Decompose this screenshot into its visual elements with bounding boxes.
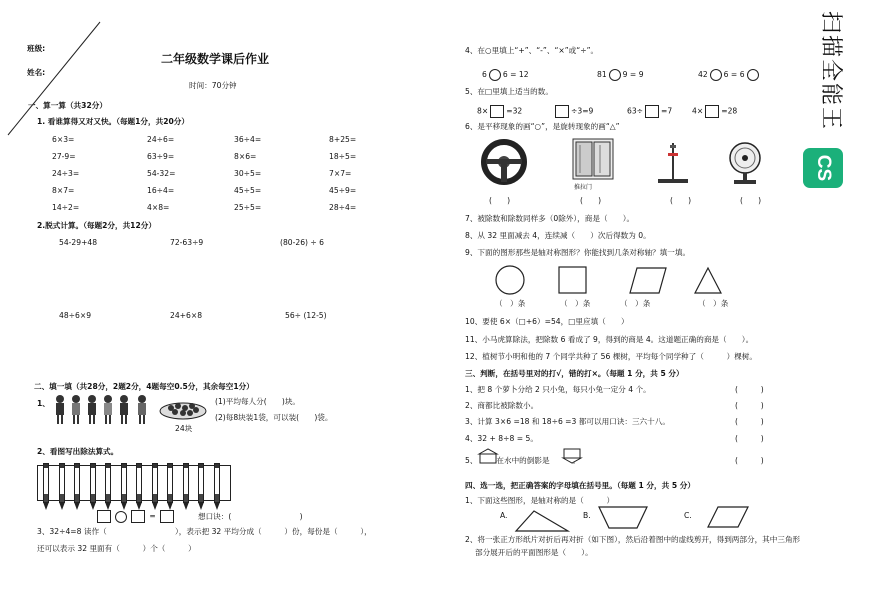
- name-label: 姓名:: [27, 68, 46, 77]
- judge-item: 2、商都比被除数小。: [465, 401, 539, 410]
- expr: 56÷ (12-5): [285, 311, 327, 320]
- operand: 9 = 9: [622, 70, 644, 79]
- calc-item: 24÷6=: [147, 135, 175, 144]
- candy-count-label: 24块: [175, 424, 193, 433]
- q3-line2: 还可以表示 32 里面有（ ）个（ ）: [37, 544, 196, 553]
- expr: 24+6×8: [170, 311, 203, 320]
- expr: 54-29+48: [59, 238, 98, 247]
- operand: 6: [482, 70, 487, 79]
- judge-item: 4、32 + 8÷8 = 5。: [465, 434, 538, 443]
- calc-item: 7×7=: [329, 169, 352, 178]
- q-number: 1、: [37, 399, 50, 408]
- pencil-icon: [74, 463, 80, 503]
- operand: 8×: [477, 106, 489, 116]
- q6-title: 6、是平移现象的画“○”，是旋转现象的画“△”: [465, 122, 620, 131]
- option-a-shape: [512, 507, 572, 533]
- q8: 8、从 32 里面减去 4，连续减（ ）次后得数为 0。: [465, 231, 651, 240]
- option-a-label: A.: [500, 511, 508, 520]
- q1-title: 1. 看谁算得又对又快。（每题1分，共20分）: [37, 117, 189, 126]
- calc-item: 45÷5=: [234, 186, 262, 195]
- q11: 11、小马虎算除法，把除数 6 看成了 9，得到的商是 4。这道题正确的商是（ ）。: [465, 335, 754, 344]
- calc-item: 30÷5=: [234, 169, 262, 178]
- door-caption: 推拉门: [574, 184, 593, 191]
- pencil-icon: [90, 463, 96, 503]
- q10: 10、要使 6×（□+6）=54，□里应填（ ）: [465, 317, 629, 326]
- q4-item: [482, 69, 529, 81]
- house-figure-icon: [477, 448, 499, 464]
- operand: =7: [661, 106, 673, 116]
- q9-blank: （ ）条: [698, 299, 729, 308]
- q6-blank: ( ): [580, 196, 602, 205]
- expr: (80-26) ÷ 6: [280, 238, 325, 247]
- q4-item: [597, 69, 644, 81]
- q2-picture-title: 2、看图写出除法算式。: [37, 447, 119, 456]
- circle-shape: [496, 266, 524, 294]
- q1-part1: (1)平均每人分( )块。: [215, 397, 301, 406]
- blank-box[interactable]: [490, 105, 504, 118]
- operand: 4×: [692, 106, 704, 116]
- judge-item: 1、把 8 个萝卜分给 2 只小兔，每只小兔一定分 4 个。: [465, 385, 651, 394]
- pencil-icon: [214, 463, 220, 503]
- calc-item: 63÷9=: [147, 152, 175, 161]
- sliding-door-image: [570, 137, 616, 181]
- q2-title: 2.脱式计算。（每题2分，共12分）: [37, 221, 156, 230]
- time-label: 时间：70分钟: [189, 81, 237, 90]
- q7: 7、被除数和除数同样多（0除外），商是（ ）。: [465, 214, 635, 223]
- judge-item: 3、计算 3×6 =18 和 18÷6 =3 都可以用口诀：三六十八。: [465, 417, 670, 426]
- judge-answer-blank[interactable]: ( ): [735, 434, 764, 443]
- expr: 72-63÷9: [170, 238, 204, 247]
- operand: =32: [506, 106, 523, 116]
- operand: 6 = 12: [502, 70, 529, 79]
- q6-blank: ( ): [740, 196, 762, 205]
- judge-answer-blank[interactable]: ( ): [735, 417, 764, 426]
- q12: 12、植树节小明和他的 7 个同学共种了 56 棵树，平均每个同学种了（ ）棵树。: [465, 352, 757, 361]
- children-illustration: [52, 393, 156, 427]
- symmetry-shapes: [490, 264, 740, 298]
- q3-line1: 3、32÷4=8 读作（ ），表示把 32 平均分成（ ）份，每份是（ ），: [37, 527, 372, 536]
- section4-title: 四、选一选，把正确答案的字母填在括号里。（每题 1 分，共 5 分）: [465, 481, 695, 490]
- option-c-label: C.: [684, 511, 692, 520]
- q5-title: 5、在□里填上适当的数。: [465, 87, 553, 96]
- equals-sign: =: [149, 511, 156, 521]
- q4-item: [698, 69, 761, 81]
- operand: 6 = 6: [723, 70, 745, 79]
- calc-item: 27-9=: [52, 152, 76, 161]
- q4-title: 4、在○里填上“+”、“-”、“×”或“÷”。: [465, 46, 599, 55]
- division-equation: [95, 510, 176, 523]
- triangle-shape: [695, 268, 721, 293]
- option-b-shape: [597, 504, 649, 530]
- calc-item: 16÷4=: [147, 186, 175, 195]
- q1-part2: (2)每8块装1袋，可以装( )袋。: [215, 413, 333, 422]
- calc-item: 28÷4=: [329, 203, 357, 212]
- blank-box[interactable]: [160, 510, 174, 523]
- judge-answer-blank[interactable]: ( ): [735, 401, 764, 410]
- steering-wheel-image: [478, 138, 530, 186]
- blank-box[interactable]: [705, 105, 719, 118]
- calc-item: 8+25=: [329, 135, 357, 144]
- calc-item: 25÷5=: [234, 203, 262, 212]
- expr: 48÷6×9: [59, 311, 92, 320]
- judge-answer-blank[interactable]: ( ): [735, 385, 764, 394]
- reflection-figure-icon: [561, 448, 583, 464]
- blank-box[interactable]: [645, 105, 659, 118]
- pencil-icon: [136, 463, 142, 503]
- operator-circle[interactable]: [609, 69, 621, 81]
- blank-box[interactable]: [97, 510, 111, 523]
- q5-item: [477, 105, 522, 118]
- pencil-icon: [183, 463, 189, 503]
- operand: =28: [721, 106, 738, 116]
- judge-answer-blank[interactable]: ( ): [735, 456, 764, 465]
- option-b-label: B.: [583, 511, 591, 520]
- pencil-icon: [105, 463, 111, 503]
- operator-circle[interactable]: [115, 511, 127, 523]
- candy-plate-illustration: [158, 395, 208, 421]
- calc-item: 54-32=: [147, 169, 176, 178]
- operand: 63÷: [627, 106, 644, 116]
- q6-blank: ( ): [670, 196, 692, 205]
- section3-title: 三、判断，在括号里对的打√，错的打×。（每题 1 分，共 5 分）: [465, 369, 684, 378]
- operand: 81: [597, 70, 607, 79]
- q6-blank: ( ): [489, 196, 511, 205]
- q9-blank: （ ）条: [560, 299, 591, 308]
- camscanner-logo-icon: CS: [803, 148, 843, 188]
- class-label: 班级:: [27, 44, 46, 53]
- page-title: 二年级数学课后作业: [161, 52, 270, 66]
- calc-item: 8×6=: [234, 152, 257, 161]
- calc-item: 18÷5=: [329, 152, 357, 161]
- operand: ÷3=9: [571, 106, 594, 116]
- pencil-icon: [43, 463, 49, 503]
- pencil-icon: [152, 463, 158, 503]
- pencil-icon: [59, 463, 65, 503]
- q5-item: [627, 105, 672, 118]
- parallelogram-shape: [630, 268, 666, 293]
- option-c-shape: [706, 505, 750, 529]
- calc-item: 6×3=: [52, 135, 75, 144]
- q9: 9、下面的图形那些是轴对称图形？你能找到几条对称轴？填一填。: [465, 248, 691, 257]
- pole-lift-image: [653, 139, 693, 185]
- section2-title: 二、填一填（共28分，2题2分，4题每空0.5分，其余每空1分）: [34, 382, 254, 391]
- operand: 42: [698, 70, 708, 79]
- choice-q1: 1、下面这些图形，是轴对称的是（ ）: [465, 496, 615, 505]
- pencil-icon: [167, 463, 173, 503]
- choice-q2-line1: 2、将一张正方形纸片对折后再对折（如下图），然后沿着图中的虚线剪开，得到两部分，其中三角形: [465, 535, 801, 544]
- operator-circle[interactable]: [747, 69, 759, 81]
- section1-title: 一、算一算（共32分）: [28, 101, 107, 110]
- q5-item: [553, 105, 593, 118]
- q5-item: [692, 105, 737, 118]
- choice-q2-line2: 部分展开后的平面图形是（ ）。: [475, 548, 593, 557]
- header-diagonal-line: [0, 0, 130, 150]
- blank-box[interactable]: [131, 510, 145, 523]
- electric-fan-image: [722, 140, 768, 186]
- blank-box[interactable]: [555, 105, 569, 118]
- operator-circle[interactable]: [489, 69, 501, 81]
- operator-circle[interactable]: [710, 69, 722, 81]
- judge-item: 5、 在水中的倒影是 。: [465, 456, 580, 465]
- q9-blank: （ ）条: [620, 299, 651, 308]
- camscanner-brand-text: 扫描全能王: [818, 11, 843, 132]
- calc-item: 8×7=: [52, 186, 75, 195]
- calc-item: 14÷2=: [52, 203, 80, 212]
- square-shape: [559, 267, 586, 293]
- pencil-icon: [121, 463, 127, 503]
- calc-item: 45÷9=: [329, 186, 357, 195]
- q9-blank: （ ）条: [495, 299, 526, 308]
- calc-item: 36÷4=: [234, 135, 262, 144]
- calc-item: 24÷3=: [52, 169, 80, 178]
- calc-item: 4×8=: [147, 203, 170, 212]
- mnemonic-prompt: 想口诀：( ): [198, 512, 303, 521]
- pencil-icon: [198, 463, 204, 503]
